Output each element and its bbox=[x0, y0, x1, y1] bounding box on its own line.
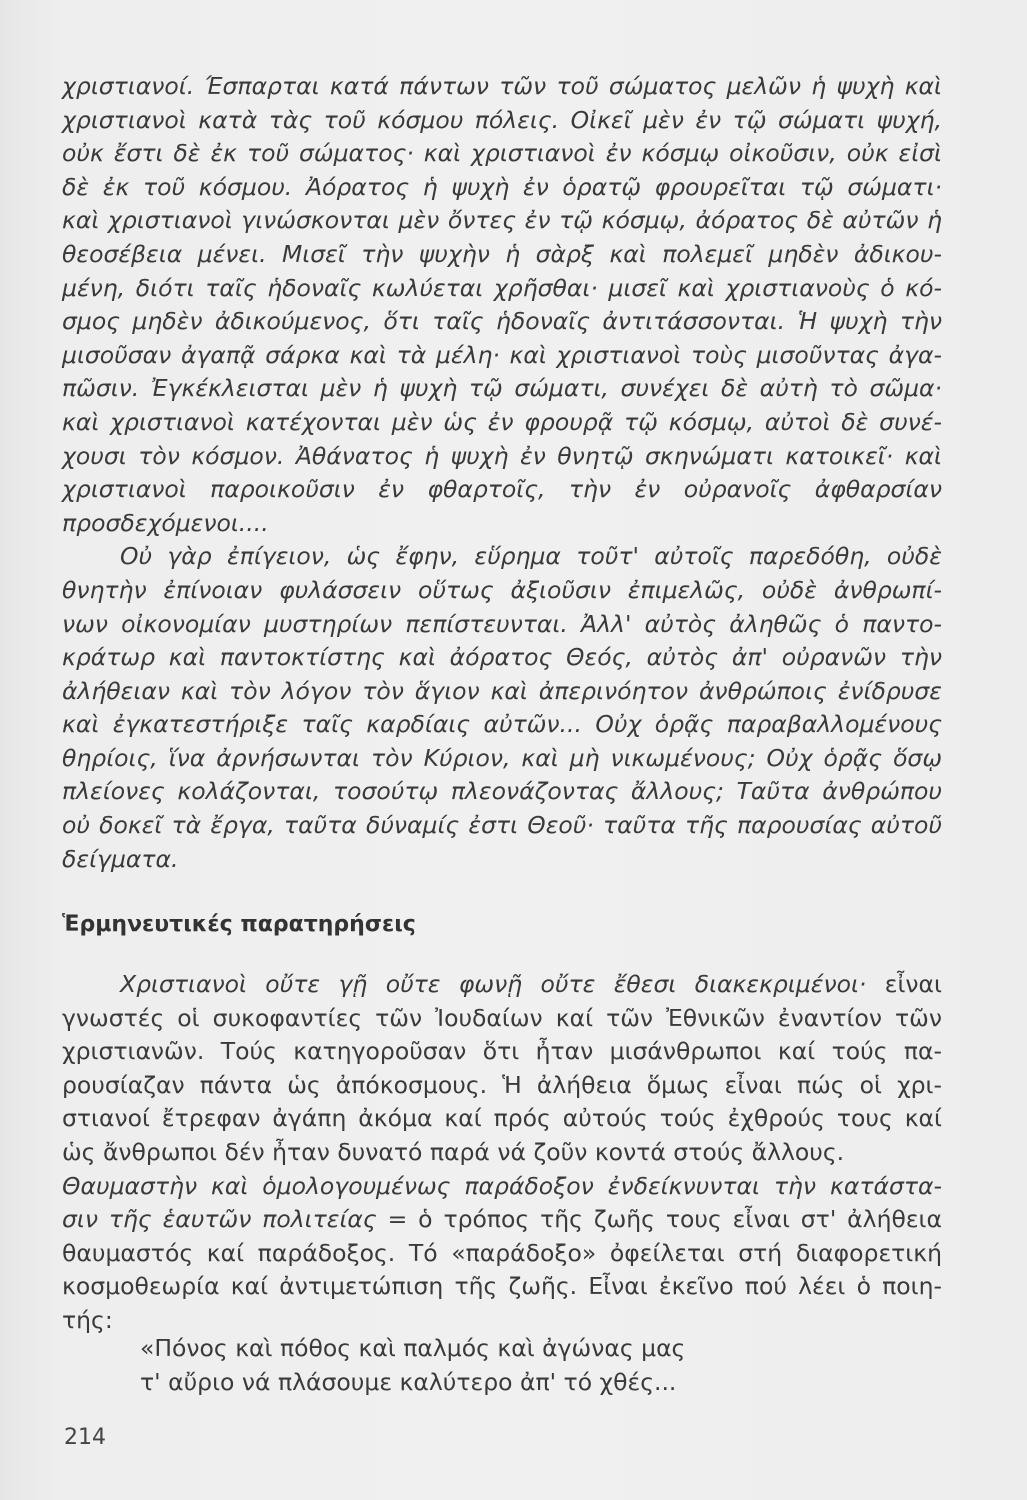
text-line: καὶ χριστιανοὶ κατέχονται μὲν ὡς ἐν φρουρᾷ τῷ κόσμῳ, αὐτοὶ δὲ συνέ- bbox=[62, 407, 942, 436]
section-heading: Ἑρμηνευτικές παρατηρήσεις bbox=[62, 912, 416, 937]
text-line: δὲ ἐκ τοῦ κόσμου. Ἀόρατος ἡ ψυχὴ ἐν ὁρατῷ φρουρεῖται τῷ σώματι· bbox=[62, 172, 942, 201]
text-line: θηρίοις, ἵνα ἀρνήσωνται τὸν Κύριον, καὶ μὴ νικωμένους; Οὐχ ὁρᾷς ὅσῳ bbox=[62, 743, 942, 772]
text-line: μισοῦσαν ἀγαπᾷ σάρκα καὶ τὰ μέλη· καὶ χριστιανοὶ τοὺς μισοῦντας ἀγα- bbox=[62, 340, 942, 369]
patristic-text-body bbox=[62, 70, 942, 876]
commentary-text: χριστιανῶν. Τούς κατηγοροῦσαν ὅτι ἦταν μισάνθρωποι καί τούς πα- bbox=[62, 1037, 942, 1066]
poem-line: τ' αὔριο νά πλάσουμε καλύτερο ἀπ' τό χθές... bbox=[140, 1367, 677, 1396]
quoted-phrase: Θαυμαστὴν καὶ ὁμολογουμένως παράδοξον ἐνδείκνυνται τὴν κατάστα- bbox=[62, 1171, 942, 1200]
text-line: πῶσιν. Ἐγκέκλεισται μὲν ἡ ψυχὴ τῷ σώματι, συνέχει δὲ αὐτὴ τὸ σῶμα· bbox=[62, 374, 942, 403]
commentary-text: ρουσίαζαν πάντα ὡς ἀπόκοσμους. Ἡ ἀλήθεια ὅμως εἶναι πώς οἱ χρι- bbox=[62, 1070, 942, 1099]
text-line: πλείονες κολάζονται, τοσούτῳ πλεονάζοντας ἄλλους; Ταῦτα ἀνθρώπου bbox=[62, 777, 942, 806]
quoted-phrase: Χριστιανοὶ οὔτε γῇ οὔτε φωνῇ οὔτε ἔθεσι διακεκριμένοι· bbox=[120, 970, 867, 998]
text-line: Οὐ γὰρ ἐπίγειον, ὡς ἔφην, εὕρημα τοῦτ' αὐτοῖς παρεδόθη, οὐδὲ bbox=[120, 542, 942, 571]
commentary-line bbox=[62, 1069, 942, 1103]
commentary-text: στιανοί ἔτρεφαν ἀγάπη ἀκόμα καί πρός αὐτούς τούς ἐχθρούς τους καί bbox=[62, 1104, 942, 1133]
text-line: καὶ χριστιανοὶ γινώσκονται μὲν ὄντες ἐν τῷ κόσμῳ, ἀόρατος δὲ αὐτῶν ἡ bbox=[62, 206, 942, 235]
poem-quote bbox=[140, 1332, 740, 1399]
commentary-line bbox=[62, 1237, 942, 1271]
text-line: οὐ δοκεῖ τὰ ἔργα, ταῦτα δύναμίς ἐστι Θεοῦ· ταῦτα τῆς παρουσίας αὐτοῦ bbox=[62, 811, 942, 840]
commentary-text: ὡς ἄνθρωποι δέν ἦταν δυνατό παρά νά ζοῦν κοντά στούς ἄλλους. bbox=[62, 1137, 845, 1166]
text-line: κράτωρ καὶ παντοκτίστης καὶ ἀόρατος Θεός, αὐτὸς ἀπ' οὐρανῶν τὴν bbox=[62, 643, 942, 672]
text-line: καὶ ἐγκατεστήριξε ταῖς καρδίαις αὐτῶν... Οὐχ ὁρᾷς παραβαλλομένους bbox=[62, 710, 942, 739]
commentary-line bbox=[62, 1102, 942, 1136]
text-line: νων οἰκονομίαν μυστηρίων πεπίστευνται. Ἀλλ' αὐτὸς ἀληθῶς ὁ παντο- bbox=[62, 609, 942, 638]
text-line: ἀλήθειαν καὶ τὸν λόγον τὸν ἅγιον καὶ ἀπερινόητον ἀνθρώποις ἐνίδρυσε bbox=[62, 676, 942, 705]
text-line: δείγματα. bbox=[62, 844, 179, 873]
commentary-line bbox=[62, 1136, 942, 1170]
page-number: 214 bbox=[64, 1425, 106, 1450]
commentary-line bbox=[62, 1270, 942, 1304]
text-line: χριστιανοί. Έσπαρται κατά πάντων τῶν τοῦ σώματος μελῶν ἡ ψυχὴ καὶ bbox=[62, 72, 942, 100]
text-line: χριστιανοὶ παροικοῦσιν ἐν φθαρτοῖς, τὴν ἐν οὐρανοῖς ἀφθαρσίαν bbox=[62, 475, 942, 504]
text-line: οὐκ ἔστι δὲ ἐκ τοῦ σώματος· καὶ χριστιανοὶ ἐν κόσμῳ οἰκοῦσιν, οὐκ εἰσὶ bbox=[62, 139, 942, 168]
text-line: μένη, διότι ταῖς ἡδοναῖς κωλύεται χρῆσθαι· μισεῖ καὶ χριστιανοὺς ὁ κό- bbox=[62, 273, 942, 302]
commentary-line bbox=[62, 1002, 942, 1036]
text-line: προσδεχόμενοι.... bbox=[62, 508, 269, 537]
text-line: χριστιανοὶ κατὰ τὰς τοῦ κόσμου πόλεις. Οἰκεῖ μὲν ἐν τῷ σώματι ψυχή, bbox=[62, 105, 942, 134]
commentary-line bbox=[62, 1203, 942, 1237]
commentary-line bbox=[62, 1035, 942, 1069]
text-line: χουσι τὸν κόσμον. Ἀθάνατος ἡ ψυχὴ ἐν θνητῷ σκηνώματι κατοικεῖ· καὶ bbox=[62, 441, 942, 470]
poem-line: «Πόνος καὶ πόθος καὶ παλμός καὶ ἀγώνας μας bbox=[140, 1334, 686, 1362]
commentary-text: τής: bbox=[62, 1305, 113, 1334]
text-line: σμος μηδὲν ἀδικούμενος, ὅτι ταῖς ἡδοναῖς ἀντιτάσσονται. Ἡ ψυχὴ τὴν bbox=[62, 307, 942, 336]
commentary-text: εἶναι bbox=[866, 970, 942, 998]
commentary-text: κοσμοθεωρία καί ἀντιμετώπιση τῆς ζωῆς. Εἶναι ἐκεῖνο πού λέει ὁ ποιη- bbox=[62, 1272, 942, 1301]
commentary-text: θαυμαστός καί παράδοξος. Τό «παράδοξο» ὀφείλεται στή διαφορετική bbox=[62, 1238, 942, 1267]
commentary-text: γνωστές οἱ συκοφαντίες τῶν Ἰουδαίων καί τῶν Ἐθνικῶν ἐναντίον τῶν bbox=[62, 1003, 942, 1032]
commentary-line bbox=[62, 1170, 942, 1204]
text-line: θεοσέβεια μένει. Μισεῖ τὴν ψυχὴν ἡ σὰρξ καὶ πολεμεῖ μηδὲν ἀδικου- bbox=[62, 239, 942, 268]
commentary-text bbox=[62, 968, 942, 1338]
commentary-line bbox=[62, 968, 942, 1002]
text-line: θνητὴν ἐπίνοιαν φυλάσσειν οὕτως ἀξιοῦσιν ἐπιμελῶς, οὐδὲ ἀνθρωπί- bbox=[62, 575, 942, 604]
quoted-phrase: σιν τῆς ἑαυτῶν πολιτείας bbox=[62, 1205, 377, 1234]
commentary-text: = ὁ τρόπος τῆς ζωῆς τους εἶναι στ' ἀλήθεια bbox=[376, 1205, 942, 1234]
